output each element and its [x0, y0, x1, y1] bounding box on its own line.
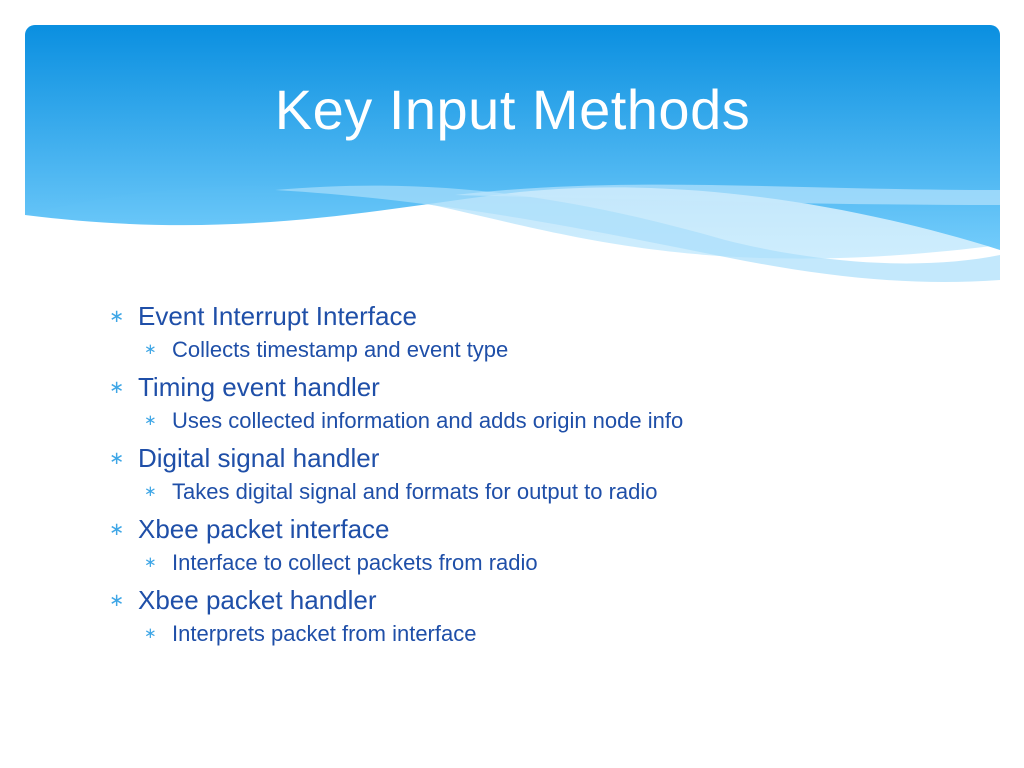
sub-list-item-text: Interface to collect packets from radio	[172, 550, 538, 575]
sub-list-item	[106, 474, 986, 509]
list-item-text: Xbee packet handler	[138, 585, 377, 615]
asterisk-bullet-icon: ∗	[109, 306, 125, 326]
sub-list-item	[106, 616, 986, 651]
asterisk-bullet-icon: ∗	[144, 412, 157, 429]
asterisk-bullet-icon: ∗	[144, 483, 157, 500]
slide-title: Key Input Methods	[274, 78, 751, 141]
sub-list-item-text: Collects timestamp and event type	[172, 337, 509, 362]
asterisk-bullet-icon: ∗	[144, 554, 157, 571]
list-item	[106, 580, 986, 616]
list-item-text: Event Interrupt Interface	[138, 301, 417, 331]
list-item	[106, 438, 986, 474]
wave-background	[25, 25, 1000, 295]
list-item	[106, 296, 986, 332]
list-item-text: Timing event handler	[138, 372, 380, 402]
sub-list-item-text: Takes digital signal and formats for output to radio	[172, 479, 658, 504]
list-item-text: Xbee packet interface	[138, 514, 390, 544]
title-banner	[25, 25, 1000, 295]
sub-list-item	[106, 403, 986, 438]
asterisk-bullet-icon: ∗	[109, 377, 125, 397]
list-item	[106, 509, 986, 545]
sub-list-item-text: Uses collected information and adds origin node info	[172, 408, 684, 433]
sub-list-item	[106, 545, 986, 580]
sub-list-item	[106, 332, 986, 367]
list-item	[106, 367, 986, 403]
sub-list-item-text: Interprets packet from interface	[172, 621, 477, 646]
asterisk-bullet-icon: ∗	[109, 519, 125, 539]
asterisk-bullet-icon: ∗	[109, 448, 125, 468]
asterisk-bullet-icon: ∗	[109, 590, 125, 610]
list-item-text: Digital signal handler	[138, 443, 380, 473]
asterisk-bullet-icon: ∗	[144, 341, 157, 358]
asterisk-bullet-icon: ∗	[144, 625, 157, 642]
bullet-list	[106, 296, 986, 651]
